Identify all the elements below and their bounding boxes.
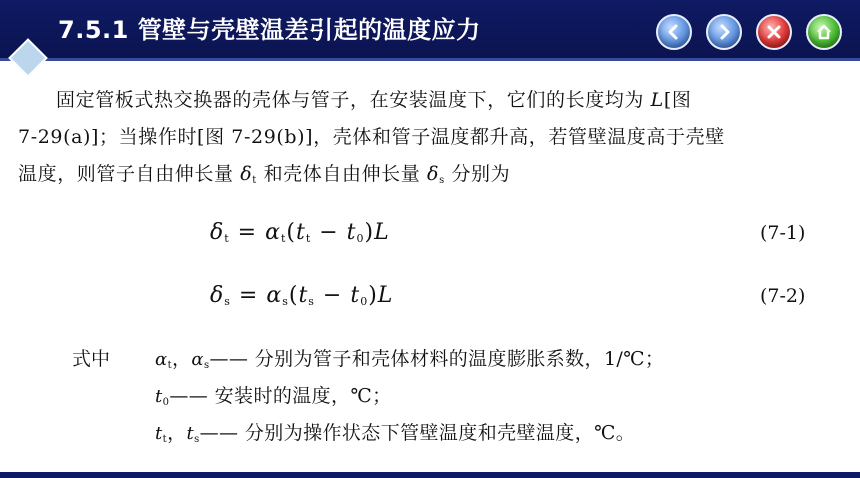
equation-7-1: $\delta_t = \alpha_t(t_t - t_0)L$ bbox=[210, 220, 390, 245]
title-bar bbox=[0, 0, 860, 60]
where-label: 式中 bbox=[72, 348, 111, 370]
home-icon bbox=[815, 23, 833, 41]
nav-buttons bbox=[656, 14, 842, 50]
prev-button[interactable] bbox=[656, 14, 692, 50]
where-item-alpha: $\alpha_t$，$\alpha_s——$ 分别为管子和壳体材料的温度膨胀系数，1/℃； bbox=[155, 348, 665, 371]
prev-icon bbox=[665, 23, 683, 41]
footer-bar bbox=[0, 472, 860, 478]
para-line-1: 固定管板式热交换器的壳体与管子，在安装温度下，它们的长度均为 L[图 bbox=[56, 89, 692, 111]
para-line-2: 7-29(a)]；当操作时[图 7-29(b)]，壳体和管子温度都升高，若管壁温度高于壳壁 bbox=[18, 126, 725, 148]
para-line-3: 温度，则管子自由伸长量 $\delta_t$ 和壳体自由伸长量 $\delta_s$ 分别为 bbox=[18, 163, 511, 186]
next-icon bbox=[715, 23, 733, 41]
equation-number-7-2: (7-2) bbox=[760, 285, 806, 307]
intro-paragraph bbox=[18, 82, 846, 199]
where-item-t0: $t_0——$ 安装时的温度，℃； bbox=[155, 385, 392, 408]
close-button[interactable] bbox=[756, 14, 792, 50]
slide-title: 7.5.1 管壁与壳壁温差引起的温度应力 bbox=[58, 16, 481, 44]
next-button[interactable] bbox=[706, 14, 742, 50]
close-icon bbox=[765, 23, 783, 41]
equation-7-2: $\delta_s = \alpha_s(t_s - t_0)L$ bbox=[210, 283, 394, 308]
where-item-tt-ts: $t_t$，$t_s——$ 分别为操作状态下管壁温度和壳壁温度，℃。 bbox=[155, 422, 636, 445]
home-button[interactable] bbox=[806, 14, 842, 50]
header-divider bbox=[0, 58, 860, 61]
equation-number-7-1: (7-1) bbox=[760, 222, 806, 244]
